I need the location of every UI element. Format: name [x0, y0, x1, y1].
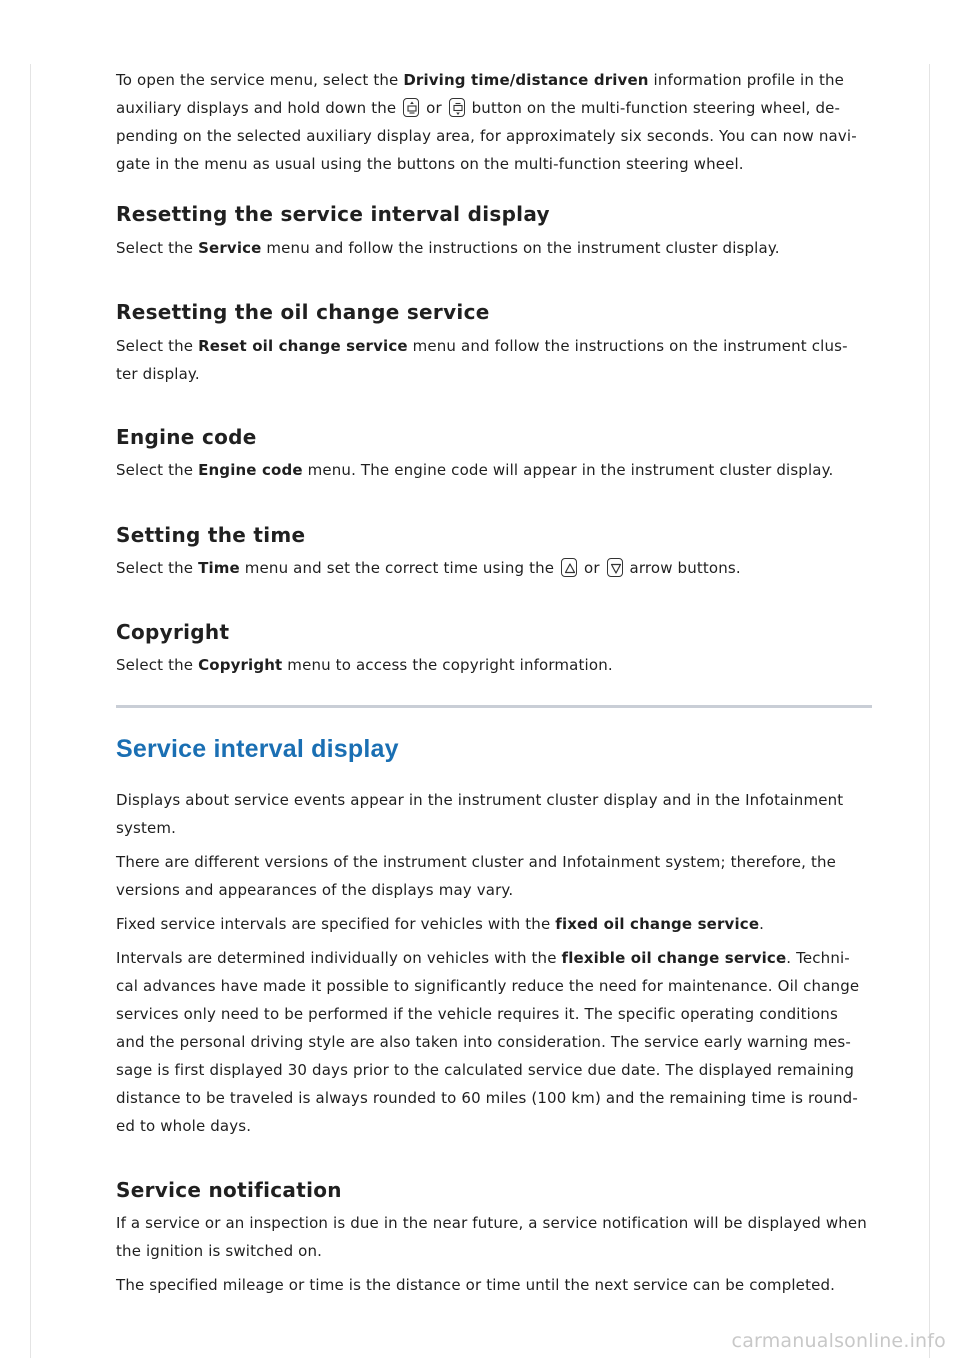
time-section — [116, 521, 872, 582]
engine-code-text — [116, 456, 872, 484]
intro-line-3: pending on the selected auxiliary display area, for approximately six seconds. You can now navi- — [116, 127, 857, 145]
engine-code-section — [116, 423, 872, 484]
copyright-text — [116, 651, 872, 679]
reset-service-text — [116, 234, 872, 262]
text-line — [116, 944, 872, 972]
text-line: services only need to be performed if the vehicle requires it. The specific operating conditions — [116, 1005, 838, 1023]
notification-line-3: The specified mileage or time is the distance or time until the next service can be completed. — [116, 1276, 836, 1294]
text: auxiliary displays and hold down the — [116, 99, 402, 117]
time-text — [116, 554, 872, 582]
intro-line-2 — [116, 94, 872, 122]
service-paragraph-4 — [116, 944, 872, 1140]
arrow-up-button-icon — [561, 558, 577, 577]
reset-service-section — [116, 200, 872, 262]
copyright-section — [116, 618, 872, 679]
service-paragraph-2 — [116, 848, 872, 904]
text-line: There are different versions of the instrument cluster and Infotainment system; therefore, the — [116, 853, 837, 871]
intro-line-1 — [116, 66, 872, 94]
flexible-oil-change-term: flexible oil change service — [561, 949, 787, 967]
text: Select the — [116, 656, 199, 674]
reset-oil-section — [116, 298, 872, 388]
text: menu and follow the instructions on the instrument clus- — [407, 337, 848, 355]
service-paragraph-3 — [116, 910, 872, 938]
section-title: Service interval display — [116, 735, 399, 763]
text-line: Displays about service events appear in the instrument cluster display and in the Infotainment — [116, 791, 844, 809]
page-margin-line-left — [30, 64, 31, 1358]
fixed-oil-change-term: fixed oil change service — [555, 915, 760, 933]
text: Select the — [116, 239, 199, 257]
reset-oil-text-2: ter display. — [116, 365, 200, 383]
text: Fixed service intervals are specified for vehicles with the — [116, 915, 556, 933]
text: . Techni- — [786, 949, 850, 967]
text-line: system. — [116, 819, 177, 837]
service-notification-section — [116, 1176, 872, 1299]
notification-line-1: If a service or an inspection is due in the near future, a service notification will be displayed when — [116, 1214, 867, 1232]
driving-time-distance-term: Driving time/distance driven — [403, 71, 649, 89]
service-paragraph-1 — [116, 786, 872, 842]
text-line: and the personal driving style are also taken into consideration. The service early warning mes- — [116, 1033, 851, 1051]
time-menu-term: Time — [198, 559, 240, 577]
copyright-menu-term: Copyright — [198, 656, 283, 674]
text-line: ed to whole days. — [116, 1117, 252, 1135]
intro-paragraph — [116, 66, 872, 178]
text: Select the — [116, 559, 199, 577]
reset-oil-heading: Resetting the oil change service — [116, 300, 490, 324]
text-line: sage is first displayed 30 days prior to the calculated service due date. The displayed remaining — [116, 1061, 855, 1079]
page-content — [116, 64, 872, 1299]
scroll-up-display-icon — [403, 98, 419, 117]
text: menu. The engine code will appear in the instrument cluster display. — [302, 461, 834, 479]
scroll-down-display-icon — [449, 98, 465, 117]
text: or — [421, 99, 447, 117]
text-line: cal advances have made it possible to significantly reduce the need for maintenance. Oil change — [116, 977, 860, 995]
service-notification-heading: Service notification — [116, 1178, 342, 1202]
text: button on the multi-function steering wheel, de- — [466, 99, 841, 117]
text: menu and follow the instructions on the instrument cluster display. — [261, 239, 780, 257]
text: menu and set the correct time using the — [239, 559, 560, 577]
watermark: carmanualsonline.info — [731, 1330, 946, 1352]
notification-line-2: the ignition is switched on. — [116, 1242, 323, 1260]
text: or — [579, 559, 605, 577]
reset-service-heading: Resetting the service interval display — [116, 202, 550, 226]
text: . — [759, 915, 765, 933]
text: Select the — [116, 337, 199, 355]
text-line: distance to be traveled is always rounded to 60 miles (100 km) and the remaining time is round- — [116, 1089, 858, 1107]
text: menu to access the copyright information. — [282, 656, 613, 674]
arrow-down-button-icon — [607, 558, 623, 577]
time-heading: Setting the time — [116, 523, 306, 547]
reset-oil-menu-term: Reset oil change service — [198, 337, 408, 355]
text-line: versions and appearances of the displays may vary. — [116, 881, 514, 899]
engine-code-heading: Engine code — [116, 425, 257, 449]
text: arrow buttons. — [624, 559, 741, 577]
text-line — [116, 910, 872, 938]
reset-oil-text-1 — [116, 332, 872, 360]
intro-line-4: gate in the menu as usual using the buttons on the multi-function steering wheel. — [116, 155, 744, 173]
text: information profile in the — [648, 71, 845, 89]
section-divider — [116, 705, 872, 708]
text: Select the — [116, 461, 199, 479]
engine-code-menu-term: Engine code — [198, 461, 303, 479]
page-margin-line-right — [929, 64, 930, 1358]
text: Intervals are determined individually on vehicles with the — [116, 949, 562, 967]
text: To open the service menu, select the — [116, 71, 404, 89]
service-menu-term: Service — [198, 239, 262, 257]
service-interval-section — [116, 732, 872, 1140]
copyright-heading: Copyright — [116, 620, 230, 644]
